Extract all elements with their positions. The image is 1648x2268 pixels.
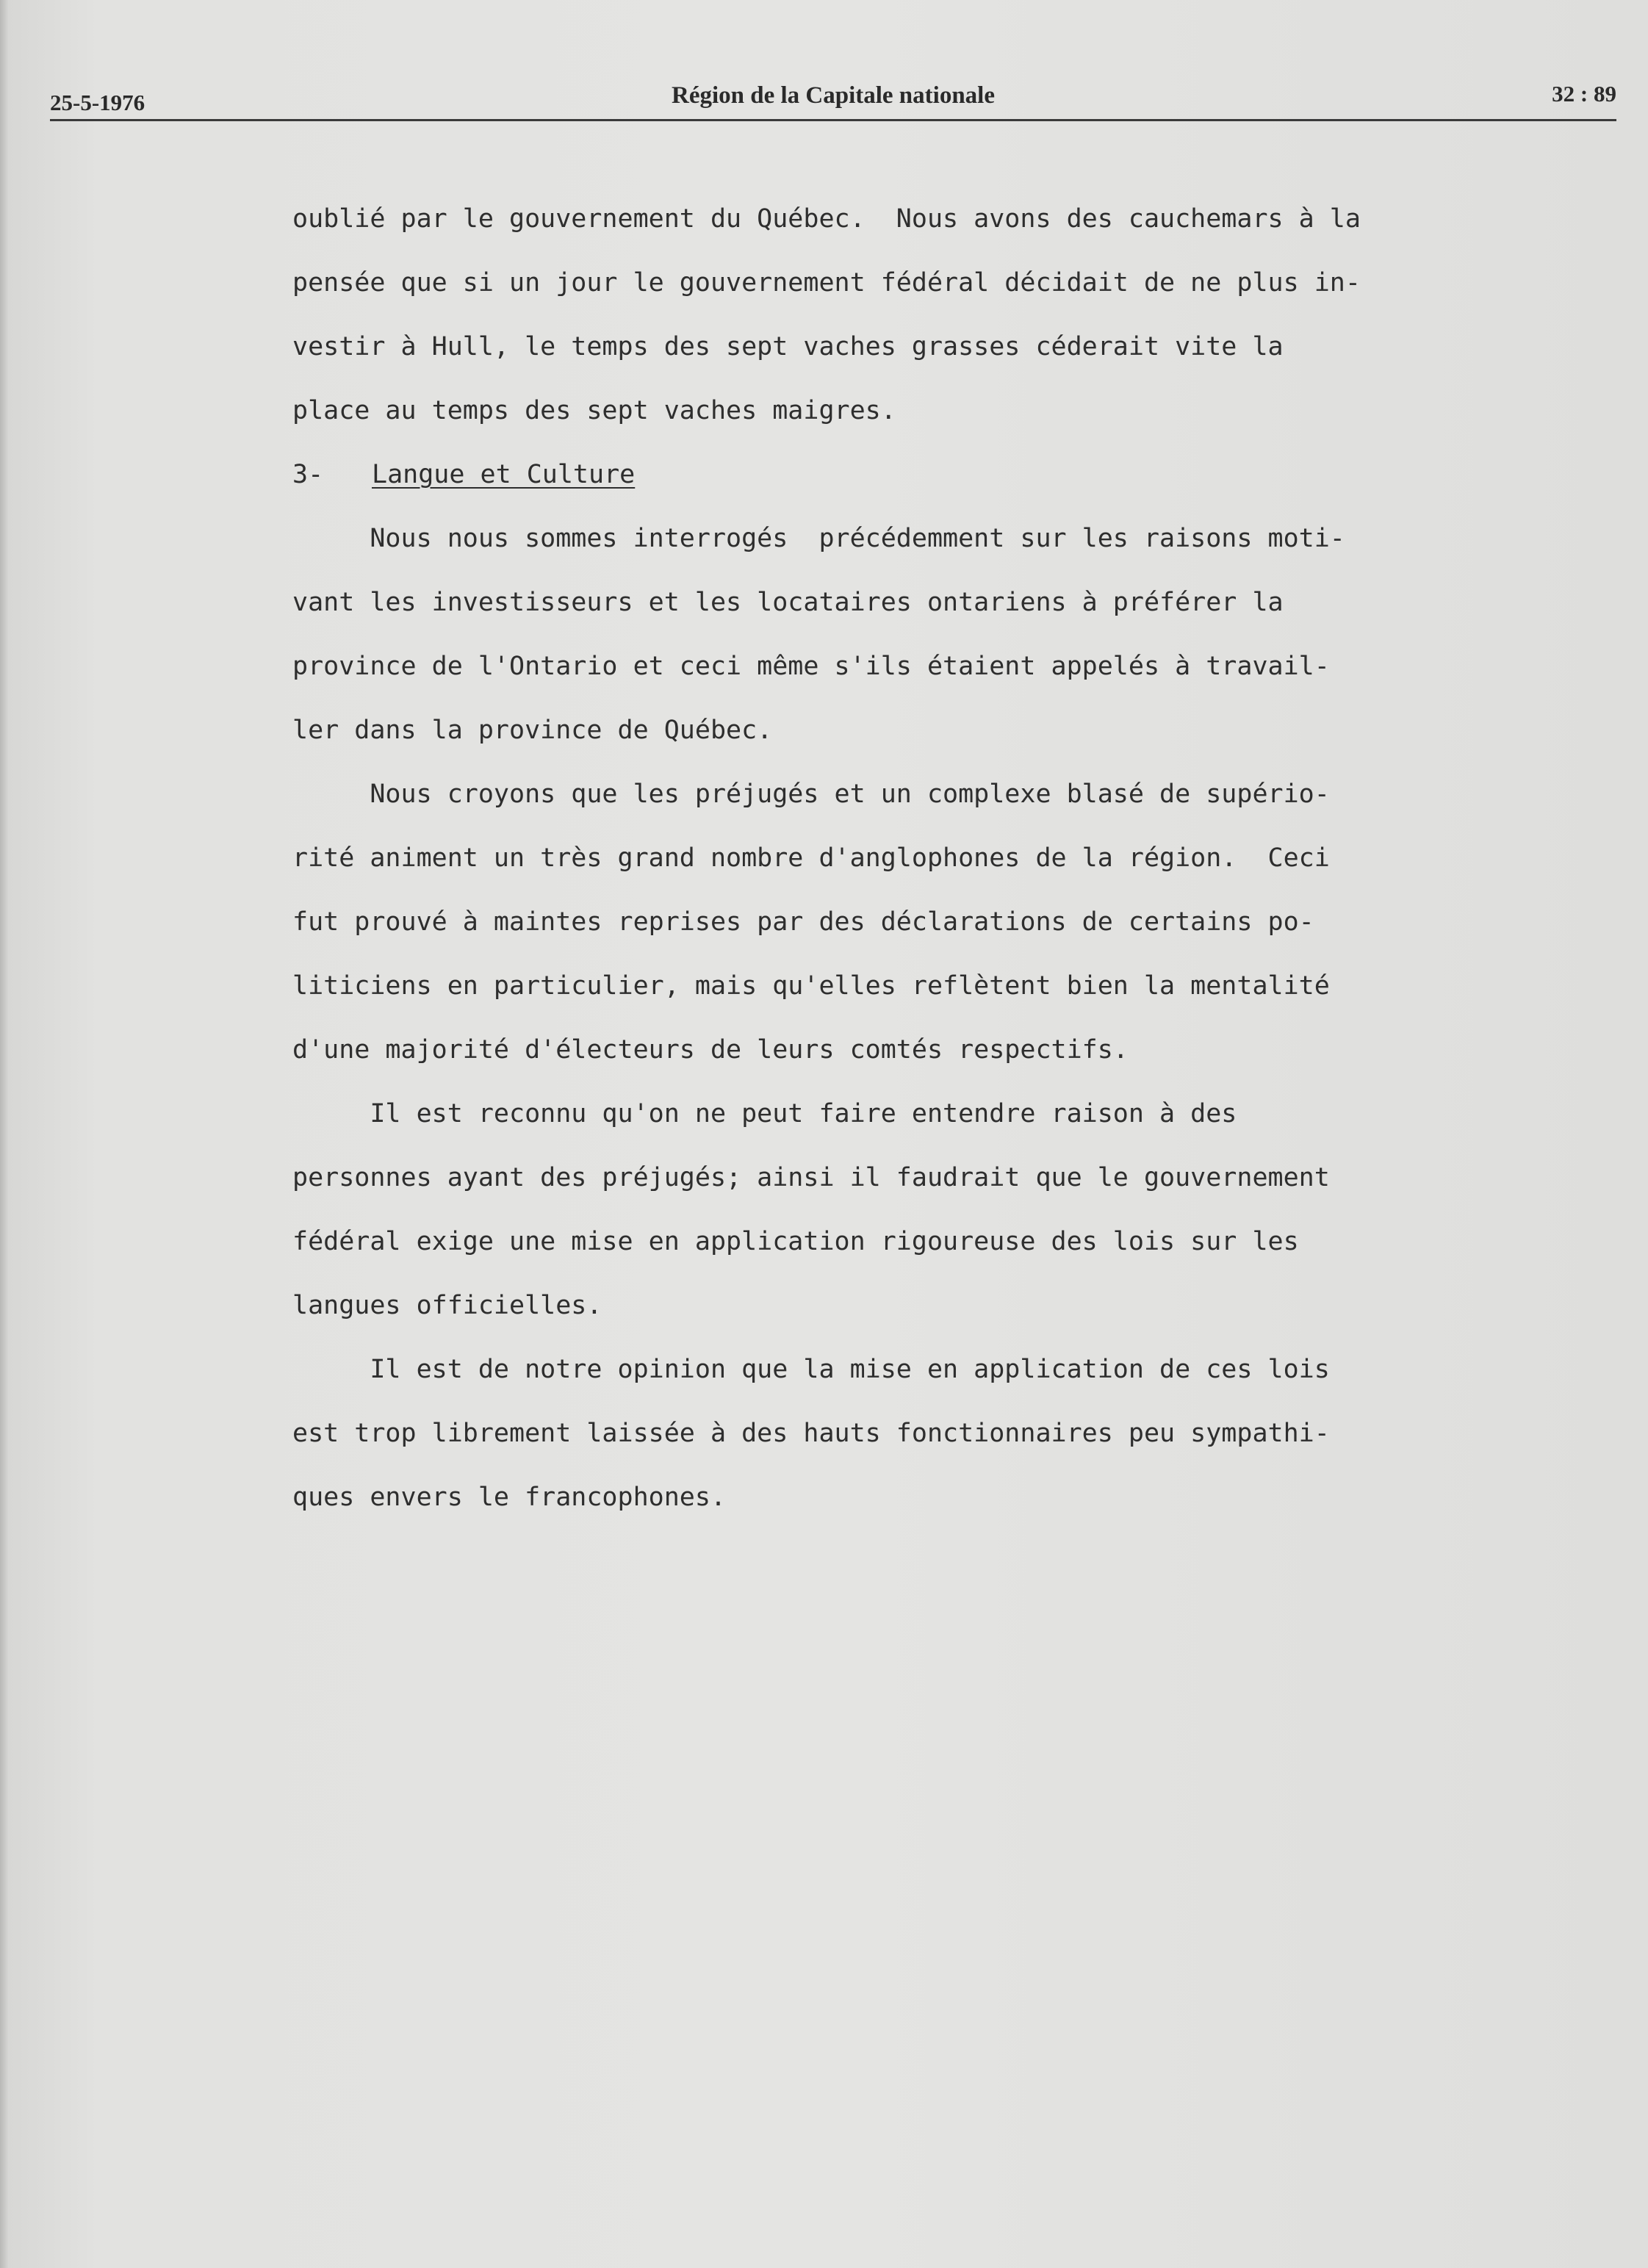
page-header [50,79,1616,116]
body-line: personnes ayant des préjugés; ainsi il faudrait que le gouvernement [292,1163,1330,1192]
header-rule [50,119,1616,121]
body-line: fédéral exige une mise en application rigoureuse des lois sur les [292,1227,1299,1256]
body-line: rité animent un très grand nombre d'anglophones de la région. Ceci [292,843,1330,873]
body-line: oublié par le gouvernement du Québec. Nous avons des cauchemars à la [292,204,1361,234]
document-body [292,187,1395,1530]
body-line: Il est reconnu qu'on ne peut faire entendre raison à des [292,1099,1237,1128]
header-date: 25-5-1976 [50,90,145,115]
body-line: Nous nous sommes interrogés précédemment sur les raisons moti- [292,524,1345,553]
page-edge-shadow [0,0,9,2268]
body-line: Il est de notre opinion que la mise en application de ces lois [292,1355,1330,1384]
body-line: ques envers le francophones. [292,1483,727,1512]
body-line: fut prouvé à maintes reprises par des déclarations de certains po- [292,907,1314,937]
body-line: pensée que si un jour le gouvernement fédéral décidait de ne plus in- [292,268,1361,298]
body-line: langues officielles. [292,1291,602,1320]
section-heading [292,443,1395,507]
body-line: d'une majorité d'électeurs de leurs comtés respectifs. [292,1035,1129,1065]
header-page-number: 32 : 89 [1552,81,1616,107]
body-line: province de l'Ontario et ceci même s'ils étaient appelés à travail- [292,652,1330,681]
section-number: 3- [292,460,324,489]
body-line: place au temps des sept vaches maigres. [292,396,896,425]
body-line: est trop librement laissée à des hauts fonctionnaires peu sympathi- [292,1419,1330,1448]
body-line: liticiens en particulier, mais qu'elles reflètent bien la mentalité [292,971,1330,1001]
header-title: Région de la Capitale nationale [671,82,995,109]
body-line: Nous croyons que les préjugés et un complexe blasé de supério- [292,780,1330,809]
section-title: Langue et Culture [372,460,636,489]
body-line: vant les investisseurs et les locataires ontariens à préférer la [292,588,1284,617]
body-line: ler dans la province de Québec. [292,716,773,745]
body-line: vestir à Hull, le temps des sept vaches grasses céderait vite la [292,332,1284,361]
